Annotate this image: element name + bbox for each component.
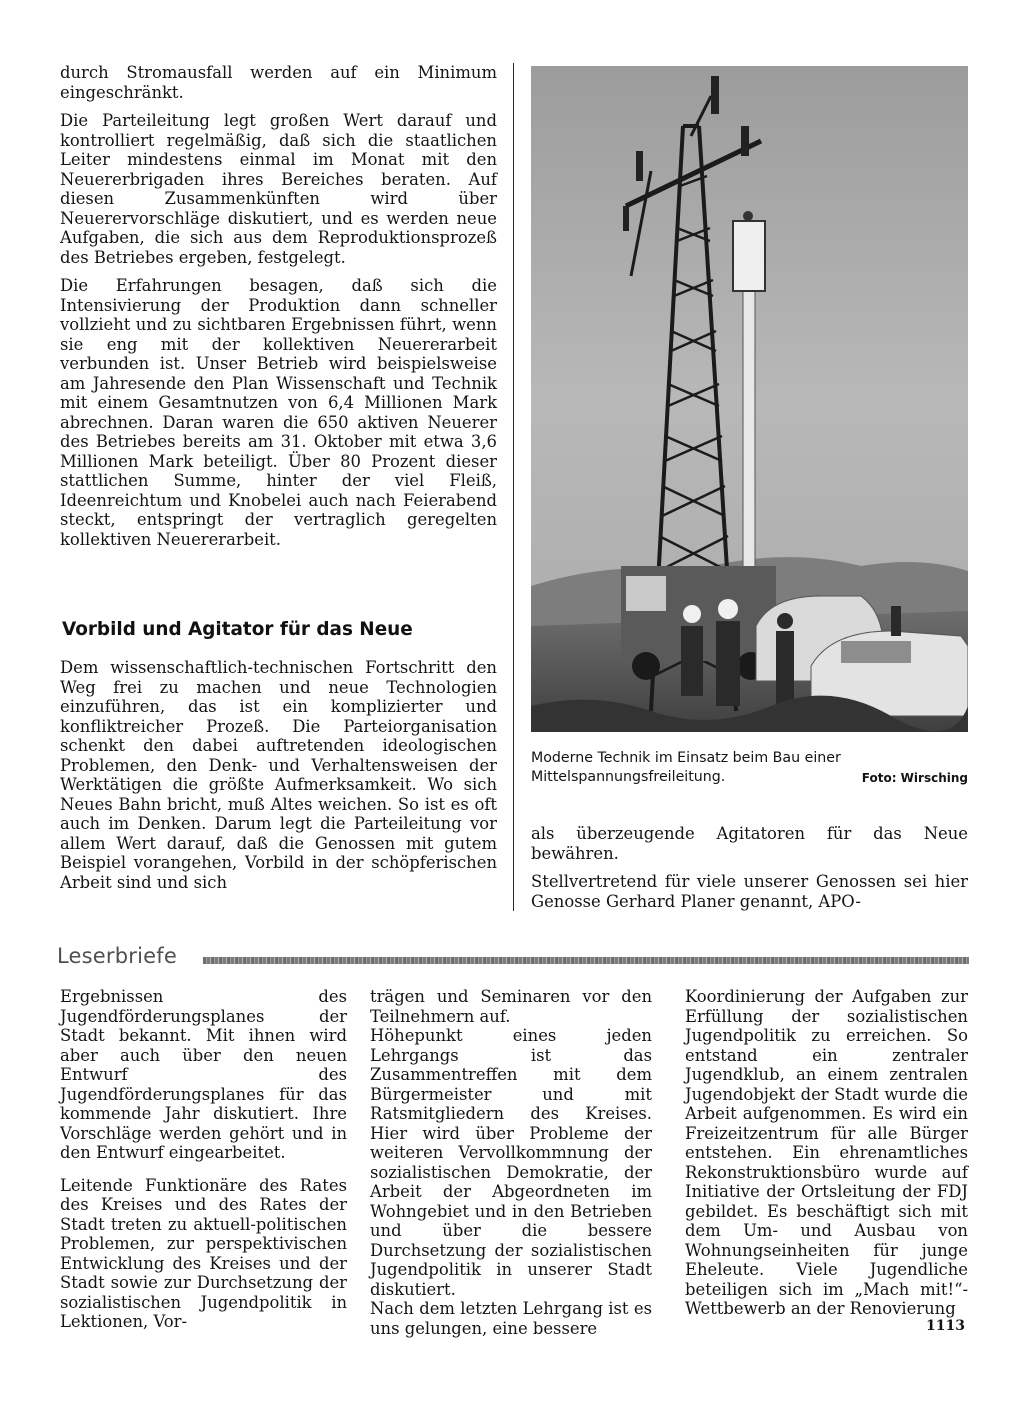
letter-paragraph: Koordinierung der Aufgaben zur Erfüllung der sozialistischen Jugendpolitik zu erreichen. So entstand ein zentraler Jugendklub, an einem zentralen Jugendobjekt der Stadt wurde die Arbeit aufgenommen. Es wird ein Freizeitzentrum für alle Bürger entstehen. Ein ehrenamtliches Rekonstruktionsbüro wurde auf Initiative der Ortsleitung der FDJ gebildet. Es beschäftigt sich mit dem Um- und Ausbau von Wohnungseinheiten für junge Eheleute. Viele Jugendliche beteiligen sich im „Mach mit!“-Wettbewerb an der Renovierung (685, 987, 968, 1318)
article-column-right (531, 824, 968, 911)
letter-paragraph: Höhepunkt eines jeden Lehrgangs ist das Zusammentreffen mit dem Bürgermeister und mit Ratsmitgliedern des Kreises. Hier wird über Probleme der weiteren Vervollkommnung der sozialistischen Demokratie, der Arbeit der Abgeordneten im Wohngebiet und in den Betrieben und über die bessere Durchsetzung der sozialistischen Jugendpolitik in unserer Stadt diskutiert. (370, 1026, 652, 1299)
photo-caption (531, 749, 968, 788)
article-photo (531, 66, 968, 732)
letters-column-2 (370, 987, 652, 1338)
section-heading: Vorbild und Agitator für das Neue (62, 619, 413, 640)
letter-paragraph: Ergebnissen des Jugendförderungsplanes der Stadt bekannt. Mit ihnen wird aber auch über den neuen Entwurf des Jugendförderungsplanes für das kommende Jahr diskutiert. Ihre Vorschläge werden gehört und in den Entwurf eingearbeitet. (60, 987, 347, 1162)
photo-credit: Foto: Wirsching (861, 771, 968, 785)
section-rule (203, 957, 969, 964)
article-paragraph: durch Stromausfall werden auf ein Minimum eingeschränkt. (60, 63, 497, 102)
letters-section-title: Leserbriefe (57, 944, 177, 968)
letters-section-header (57, 943, 969, 973)
article-paragraph: Dem wissenschaftlich-technischen Fortschritt den Weg frei zu machen und neue Technologien einzuführen, das ist ein komplizierter und konfliktreicher Prozeß. Die Parteiorganisation schenkt den dabei auftretenden ideologischen Problemen, den Denk- und Verhaltensweisen der Werktätigen die größte Aufmerksamkeit. Wo sich Neues Bahn bricht, muß Altes weichen. So ist es oft auch im Denken. Darum legt die Parteileitung vor allem Wert darauf, daß die Genossen mit gutem Beispiel vorangehen, Vorbild in der schöpferischen Arbeit sind und sich (60, 658, 497, 892)
letter-paragraph: trägen und Seminaren vor den Teilnehmern auf. (370, 987, 652, 1026)
letters-column-1 (60, 987, 347, 1332)
letter-paragraph: Nach dem letzten Lehrgang ist es uns gelungen, eine bessere (370, 1299, 652, 1338)
article-paragraph: Die Parteileitung legt großen Wert darauf und kontrolliert regelmäßig, daß sich die staatlichen Leiter mindestens einmal im Monat mit den Neuererbrigaden ihres Bereiches beraten. Auf diesen Zusammenkünften wird über Neuerervorschläge diskutiert, und es werden neue Aufgaben, die sich aus dem Reproduktionsprozeß des Betriebes ergeben, festgelegt. (60, 111, 497, 267)
article-paragraph: Die Erfahrungen besagen, daß sich die Intensivierung der Produktion dann schneller vollzieht und zu sichtbaren Ergebnissen führt, wenn sie eng mit der kollektiven Neuererarbeit verbunden ist. Unser Betrieb wird beispielsweise am Jahresende den Plan Wissenschaft und Technik mit einem Gesamtnutzen von 6,4 Millionen Mark abrechnen. Daran waren die 650 aktiven Neuerer des Betriebes bereits am 31. Oktober mit etwa 3,6 Millionen Mark beteiligt. Über 80 Prozent dieser stattlichen Summe, hinter der viel Fleiß, Ideenreichtum und Knobelei auch nach Feierabend steckt, entspringt der vertraglich geregelten kollektiven Neuererarbeit. (60, 276, 497, 549)
letter-paragraph: Leitende Funktionäre des Rates des Kreises und des Rates der Stadt treten zu aktuell-politischen Problemen, zur perspektivischen Entwicklung des Kreises und der Stadt sowie zur Durchsetzung der sozialistischen Jugendpolitik in Lektionen, Vor- (60, 1175, 347, 1331)
article-column-left-lower (60, 658, 497, 892)
page-number: 1113 (926, 1318, 965, 1334)
photo-caption-text: Moderne Technik im Einsatz beim Bau einer Mittelspannungsfreileitung. (531, 750, 841, 785)
article-paragraph: Stellvertretend für viele unserer Genossen sei hier Genosse Gerhard Planer genannt, APO- (531, 872, 968, 911)
column-divider (513, 63, 514, 911)
article-paragraph: als überzeugende Agitatoren für das Neue bewähren. (531, 824, 968, 863)
photo-power-pylon-illustration (531, 66, 968, 732)
article-column-left (60, 63, 497, 549)
letters-column-3 (685, 987, 968, 1319)
